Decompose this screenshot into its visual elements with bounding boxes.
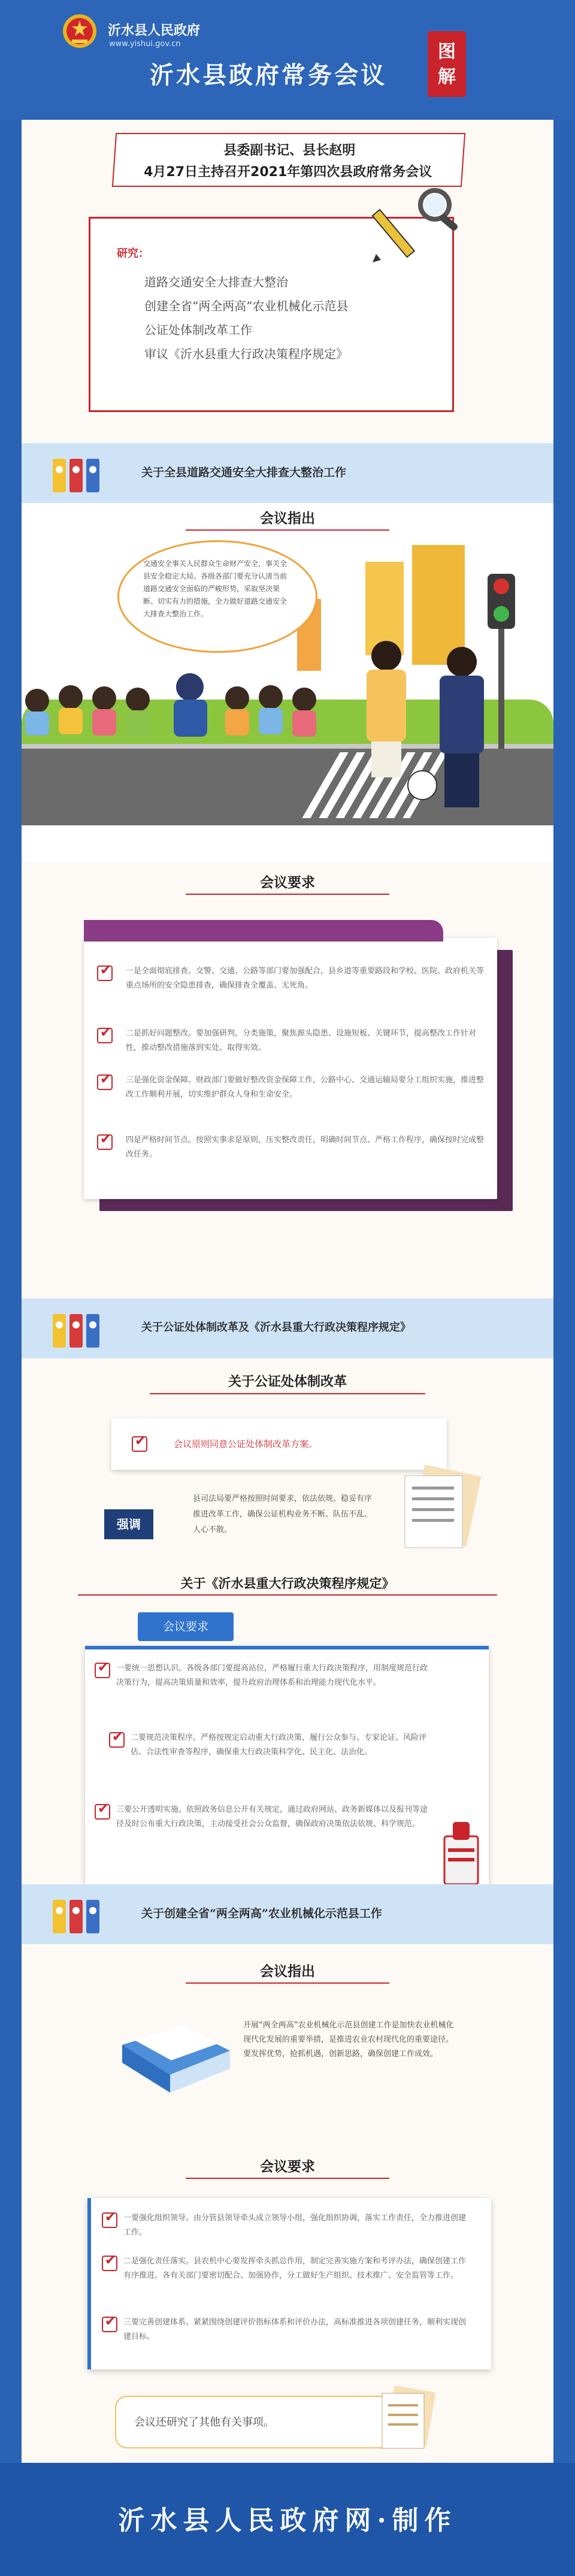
footer — [0, 2463, 575, 2576]
section3-title: 关于创建全省“两全两高”农业机械化示范县工作 — [141, 1907, 382, 1920]
header — [0, 0, 575, 120]
badge-tujie — [428, 31, 466, 97]
guidance-text: 交通安全事关人民群众生命财产安全，事关全县安全稳定大局。各级各部门要充分认清当前道路交通安全面临的严峻形势，采取坚决果断、切实有力的措施，全力做好道路交通安全大排查大整治工作。 — [143, 559, 288, 618]
req-item: ✔ 三要公开透明实施。依照政务信息公开有关规定，通过政府网站、政务新媒体以及报刊等途径及时公布重大行政决策，主动接受社会公众监督，确保政府决策依法依规、科学规范。 — [95, 1803, 430, 1832]
check-icon — [102, 2256, 117, 2271]
binders-icon — [53, 1895, 103, 1933]
children-group — [22, 673, 333, 739]
notary-agree-box — [111, 1418, 447, 1470]
site-name: 沂水县人民政府 — [108, 23, 201, 38]
site-url[interactable]: www.yishui.gov.cn — [109, 40, 181, 49]
section1-title: 关于全县道路交通安全大排查大整治工作 — [141, 466, 347, 479]
study-label: 研究： — [117, 247, 149, 260]
other-items-text: 会议还研究了其他有关事项。 — [134, 2416, 274, 2429]
check-icon — [95, 1804, 110, 1820]
section1-requirements-panel — [22, 862, 553, 1307]
section1-guidance-panel — [22, 503, 553, 862]
guidance-bubble — [117, 540, 317, 653]
req-item: ✔ 三要完善创建体系。紧紧围绕创建评价指标体系和评价办法，高标准推进各项创建任务，顺利实现创建目标。 — [102, 2315, 473, 2344]
binders-icon — [53, 454, 103, 492]
section3-guidance-text: 开展“两全两高”农业机械化示范县创建工作是加快农业机械化现代化发展的重要举措，是推进农业农村现代化的重要途径。要发挥优势，抢抓机遇，创新思路，确保创建工作成效。 — [243, 2021, 454, 2059]
section3-req-card — [87, 2198, 491, 2369]
study-item: 道路交通安全大排查大整治 — [144, 275, 288, 289]
check-icon — [102, 2317, 117, 2332]
document-icon — [387, 1464, 489, 1556]
book-icon — [116, 2009, 236, 2107]
req-item: ✔ 四是严格时间节点。按照实事求是原则，压实整改责任，明确时间节点、严格工作程序，确保按时完成整改任务。 — [97, 1133, 485, 1162]
section1-band — [22, 443, 553, 503]
study-item: 创建全省“两全两高”农业机械化示范县 — [144, 299, 349, 313]
req-item: ✔ 三是强化资金保障。财政部门要做好整改资金保障工作，公路中心、交通运输局要分工组织实施，推进整改工作顺利开展，切实维护群众人身和生命安全。 — [97, 1073, 485, 1102]
notary-heading: 关于公证处体制改革 — [192, 1370, 383, 1394]
intro-banner — [112, 133, 465, 187]
section3-panel — [22, 1944, 553, 2463]
section1-requirements-heading: 会议要求 — [228, 871, 347, 895]
notary-agree-text: 会议原则同意公证处体制改革方案。 — [174, 1439, 318, 1449]
check-icon — [97, 965, 113, 981]
req-item: ✔ 一是全面彻底排查。交警、交通、公路等部门要加强配合，县乡道等重要路段和学校、医院、政府机关等重点场所的安全隐患排查，确保排查全覆盖、无死角。 — [97, 964, 485, 993]
study-list — [144, 270, 348, 366]
check-icon — [97, 1074, 113, 1090]
req-card-tab — [84, 920, 443, 942]
study-item: 公证处体制改革工作 — [144, 323, 252, 337]
section3-guidance-heading: 会议指出 — [228, 1960, 347, 1984]
intro-line2: 4月27日主持召开2021年第四次县政府常务会议 — [144, 165, 432, 180]
footer-text: 沂水县人民政府网·制作 — [118, 2505, 457, 2536]
section2-title: 关于公证处体制改革及《沂水县重大行政决策程序规定》 — [141, 1321, 411, 1334]
badge-text: 图解 — [438, 41, 456, 87]
study-item: 审议《沂水县重大行政决策程序规定》 — [144, 347, 348, 361]
check-icon — [132, 1436, 147, 1452]
adults-group — [357, 641, 501, 821]
emphasis-text: 县司法局要严格按照时间要求，依法依规、稳妥有序推进改革工作，确保公证机构业务不断、队伍不乱、人心不散。 — [193, 1494, 373, 1534]
traffic-light-icon — [488, 574, 515, 629]
section3-requirements-heading: 会议要求 — [228, 2155, 347, 2179]
section3-band — [22, 1884, 553, 1944]
pencil-icon — [368, 204, 440, 278]
check-icon — [97, 1028, 113, 1043]
decision-req-card — [85, 1646, 489, 1907]
intro-line1: 县委副书记、县长赵明 — [223, 143, 356, 158]
req-item: ✔ 二是抓好问题整改。要加强研判，分类施策，聚焦源头隐患、设施短板、关键环节，提高整改工作针对性，推动整改措施落到实处、取得实效。 — [97, 1027, 485, 1055]
req-item: ✔ 二要规范决策程序。严格按规定启动重大行政决策，履行公众参与、专家论证、风险评估、合法性审查等程序，确保重大行政决策科学化、民主化、法治化。 — [109, 1731, 432, 1760]
check-icon — [102, 2212, 117, 2228]
section1-guidance-heading: 会议指出 — [228, 507, 347, 531]
emblem-icon — [60, 13, 99, 50]
page-title: 沂水县政府常务会议 — [150, 61, 387, 89]
section2-panel — [22, 1358, 553, 1945]
intro-panel — [22, 120, 553, 444]
section2-band — [22, 1298, 553, 1358]
check-icon — [109, 1732, 125, 1748]
check-icon — [97, 1134, 113, 1150]
req-item: ✔ 二是强化责任落实。县农机中心要发挥牵头抓总作用，制定完善实施方案和考评办法，确保创建工作有序推进。各有关部门要密切配合、加强协作，分工做好生产组织、技术推广、安全监管等工作。 — [102, 2254, 473, 2283]
req-card — [84, 938, 497, 1199]
decision-req-tab: 会议要求 — [138, 1612, 234, 1641]
req-item: ✔ 一要强化组织领导。由分管县领导牵头成立领导小组，强化组织协调，落实工作责任，全力推进创建工作。 — [102, 2211, 473, 2240]
binders-icon — [53, 1309, 103, 1348]
document-icon — [371, 2386, 443, 2454]
decision-rule-heading: 关于《沂水县重大行政决策程序规定》 — [120, 1572, 455, 1596]
emphasis-label: 强调 — [104, 1509, 153, 1539]
check-icon — [95, 1663, 110, 1678]
req-item: ✔ 一要统一思想认识。各级各部门要提高站位，严格履行重大行政决策程序，用制度规范行政决策行为，提高决策质量和效率，提升政府治理体系和治理能力现代化水平。 — [95, 1661, 430, 1690]
